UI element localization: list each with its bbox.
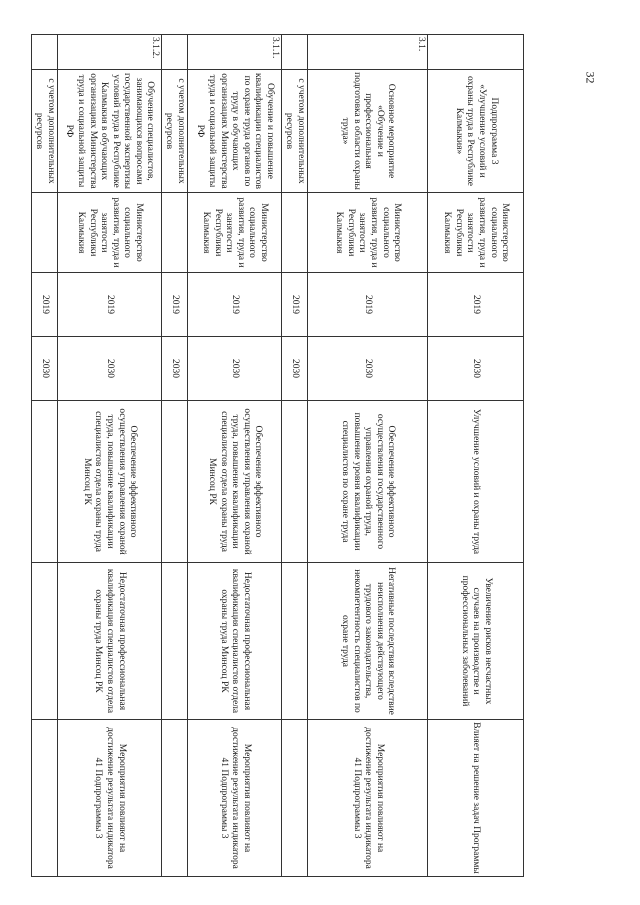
cell-executor: Министерство социального развития, труда и занятости Республики Калмыкия xyxy=(187,193,281,273)
cell-end-year: 2030 xyxy=(57,337,161,401)
cell-end-year: 2030 xyxy=(161,337,187,401)
cell-activity-name: с учетом дополнительных ресурсов xyxy=(281,70,307,193)
cell-executor xyxy=(161,193,187,273)
cell-start-year: 2019 xyxy=(428,273,524,337)
cell-risk: Недостаточная профессиональная квалификация специалистов отдела охраны труда Минсоц РК xyxy=(57,563,161,720)
cell-expected-result: Обеспечение эффективного осуществления управления охраной труда, повышение квалификации специалистов отдела охраны труда Минсоц РК xyxy=(187,401,281,563)
cell-start-year: 2019 xyxy=(31,273,57,337)
cell-impact: Мероприятия повлияют на достижение результата индикатора 41 Подпрограммы 3 xyxy=(308,720,428,877)
cell-start-year: 2019 xyxy=(281,273,307,337)
cell-expected-result xyxy=(31,401,57,563)
cell-impact xyxy=(161,720,187,877)
cell-expected-result xyxy=(161,401,187,563)
cell-impact xyxy=(31,720,57,877)
cell-activity-name: Основное мероприятие «Обучение и профессиональная подготовка в области охраны труда» xyxy=(308,70,428,193)
cell-impact xyxy=(281,720,307,877)
cell-start-year: 2019 xyxy=(187,273,281,337)
cell-executor: Министерство социального развития, труда и занятости Республики Калмыкия xyxy=(428,193,524,273)
cell-activity-name: с учетом дополнительных ресурсов xyxy=(31,70,57,193)
cell-risk: Увеличение рисков несчастных случаев на производстве и профессиональных заболеваний xyxy=(428,563,524,720)
table-row xyxy=(161,35,187,877)
cell-start-year: 2019 xyxy=(161,273,187,337)
program-activities-table xyxy=(31,34,524,877)
cell-risk: Недостаточная профессиональная квалификация специалистов отдела охраны труда Минсоц РК xyxy=(187,563,281,720)
table-row xyxy=(57,35,161,877)
cell-end-year: 2030 xyxy=(31,337,57,401)
table-row xyxy=(31,35,57,877)
cell-end-year: 2030 xyxy=(281,337,307,401)
cell-executor: Министерство социального развития, труда и занятости Республики Калмыкия xyxy=(57,193,161,273)
cell-expected-result: Улучшение условий и охраны труда xyxy=(428,401,524,563)
cell-executor: Министерство социального развития, труда и занятости Республики Калмыкия xyxy=(308,193,428,273)
cell-risk xyxy=(31,563,57,720)
cell-expected-result: Обеспечение эффективного осуществления управления охраной труда, повышение квалификации специалистов отдела охраны труда Минсоц РК xyxy=(57,401,161,563)
cell-expected-result xyxy=(281,401,307,563)
rotated-table-area xyxy=(34,34,524,876)
cell-end-year: 2030 xyxy=(308,337,428,401)
cell-number xyxy=(281,35,307,70)
cell-end-year: 2030 xyxy=(428,337,524,401)
cell-start-year: 2019 xyxy=(308,273,428,337)
table-row xyxy=(187,35,281,877)
cell-executor xyxy=(281,193,307,273)
table-row xyxy=(428,35,524,877)
table-row xyxy=(281,35,307,877)
cell-start-year: 2019 xyxy=(57,273,161,337)
cell-risk: Негативные последствия вследствие неисполнения действующего трудового законодательства, некомпетентность специалистов по охране труда xyxy=(308,563,428,720)
cell-number: 3.1. xyxy=(308,35,428,70)
cell-risk xyxy=(281,563,307,720)
cell-activity-name: Подпрограмма 3 «Улучшение условий и охраны труда в Республике Калмыкия» xyxy=(428,70,524,193)
cell-number xyxy=(428,35,524,70)
cell-expected-result: Обеспечение эффективного осуществления государственного управления охраной труда, повышение уровня квалификации специалистов по охране труда xyxy=(308,401,428,563)
cell-number: 3.1.1. xyxy=(187,35,281,70)
cell-number: 3.1.2. xyxy=(57,35,161,70)
cell-risk xyxy=(161,563,187,720)
cell-activity-name: с учетом дополнительных ресурсов xyxy=(161,70,187,193)
table-row xyxy=(308,35,428,877)
cell-impact: Влияет на решение задач Программы xyxy=(428,720,524,877)
cell-activity-name: Обучение специалистов, занимающихся вопросами государственной экспертизы условий труда в Республике Калмыкия в обучающих организациях Министерства труда и социальной защиты РФ xyxy=(57,70,161,193)
cell-impact: Мероприятия повлияют на достижение результата индикатора 41 Подпрограммы 3 xyxy=(187,720,281,877)
cell-impact: Мероприятия повлияют на достижение результата индикатора 41 Подпрограммы 3 xyxy=(57,720,161,877)
cell-number xyxy=(31,35,57,70)
page-number: 32 xyxy=(583,71,598,84)
cell-end-year: 2030 xyxy=(187,337,281,401)
cell-activity-name: Обучение и повышение квалификации специалистов по охране труда органов по труду в обучающих организациях Министерства труда и социальной защиты РФ xyxy=(187,70,281,193)
cell-executor xyxy=(31,193,57,273)
cell-number xyxy=(161,35,187,70)
